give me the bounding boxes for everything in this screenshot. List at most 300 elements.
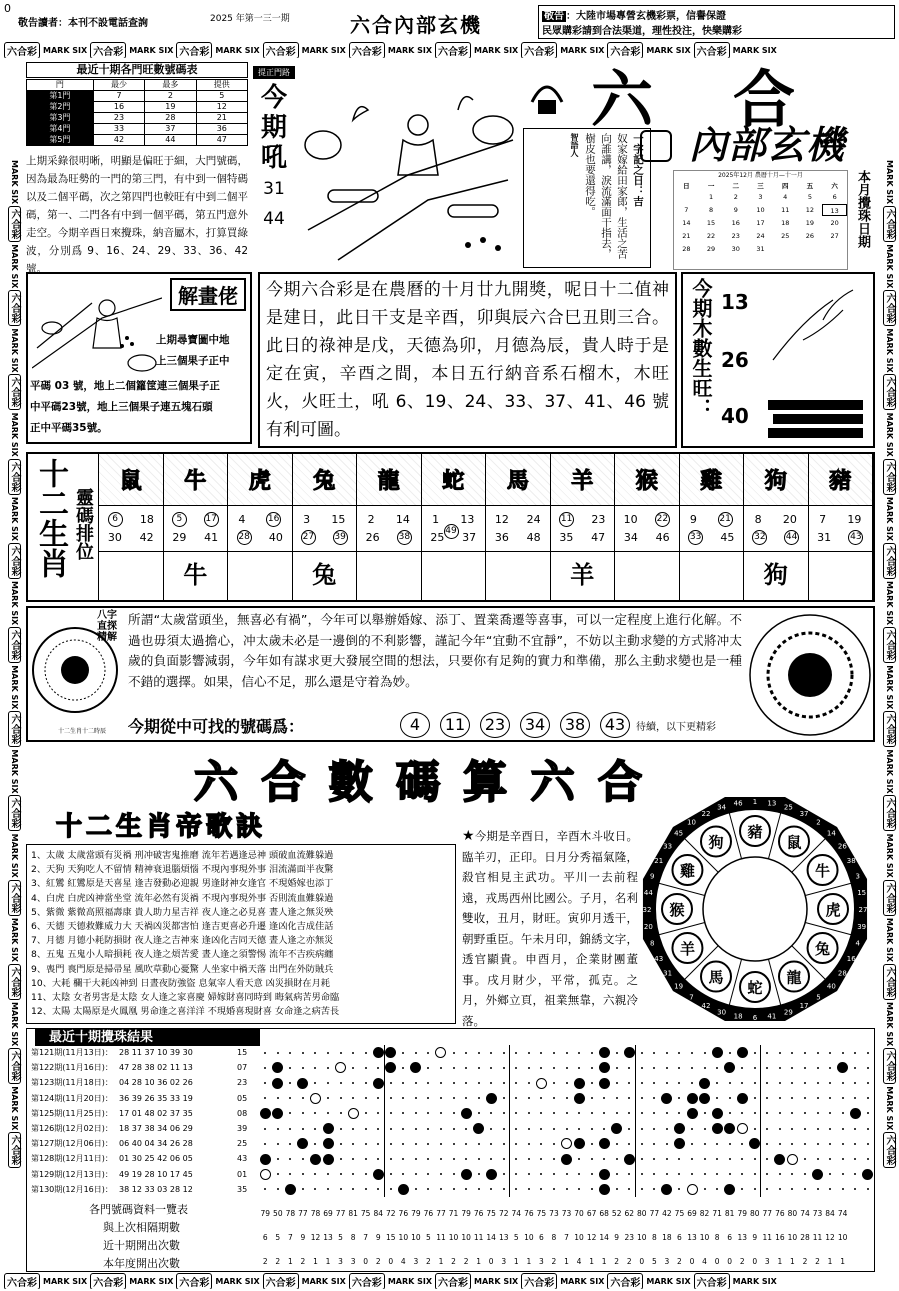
- history-dot: [791, 1143, 793, 1145]
- wheel-rim-number: 43: [654, 955, 664, 964]
- stat-value: 11: [436, 1233, 446, 1242]
- roar-title-1: 今: [260, 83, 287, 113]
- history-dot: [704, 1143, 706, 1145]
- wheel-rim-number: 22: [701, 809, 711, 818]
- calendar-weekday: 三: [757, 182, 764, 190]
- history-dot: [528, 1067, 530, 1069]
- zodiac-num-row: [99, 512, 163, 530]
- history-dot: [365, 1097, 367, 1099]
- history-dot: [352, 1052, 354, 1054]
- zodiac-pick: [228, 552, 292, 598]
- history-dot: [603, 1097, 605, 1099]
- wheel-animal: 兔: [815, 940, 831, 958]
- history-dot: [867, 1143, 869, 1145]
- calendar-day: 19: [805, 219, 815, 227]
- history-dot: [737, 1123, 748, 1134]
- history-dot: [837, 1062, 848, 1073]
- history-dot: [340, 1128, 342, 1130]
- history-dot: [327, 1097, 329, 1099]
- zodiac-number: 43: [848, 530, 863, 545]
- history-dot: [867, 1082, 869, 1084]
- history-dot: [561, 1138, 572, 1149]
- history-special: 23: [237, 1078, 248, 1088]
- zodiac-pick: 羊: [570, 561, 595, 589]
- zodiac-animal-5: 龍: [357, 454, 421, 506]
- zodiac-numbers: [164, 506, 228, 552]
- zodiac-cell: [615, 454, 680, 600]
- history-dot: [603, 1112, 605, 1114]
- history-dot: [603, 1158, 605, 1160]
- calendar-day: 6: [832, 193, 837, 201]
- history-dot: [264, 1128, 266, 1130]
- history-dot: [453, 1112, 455, 1114]
- fortune-body: 今期是辛酉日，辛酉木斗收日。臨羊刃，正印。日月分秀福氣隆，殺官相見主武功。平川一去前程遠，戎馬西州比國公。子月，名利雙收，丑月，財旺。寅卯月透干，朝野重臣。午未月印，錦綉文字，透官顯貴。申酉月，企業財團董事。戌月財少，平常，孤克。之月，外鄉立頁，祖業無靠，六親冷落。: [462, 829, 638, 1028]
- calendar-day: 12: [805, 206, 815, 214]
- history-dot: [817, 1188, 819, 1190]
- stat-value: 12: [586, 1233, 597, 1242]
- history-dot: [390, 1097, 392, 1099]
- history-dot: [741, 1067, 743, 1069]
- history-dot: [515, 1067, 517, 1069]
- zodiac-num-row: [615, 530, 679, 548]
- history-dot: [402, 1082, 404, 1084]
- history-title: 最近十期攪珠結果: [35, 1029, 260, 1046]
- history-dot: [566, 1097, 568, 1099]
- stat-value: 6: [677, 1233, 682, 1242]
- history-dot: [515, 1188, 517, 1190]
- calendar-day: 24: [756, 232, 765, 240]
- stat-value: 84: [373, 1209, 383, 1218]
- history-dot: [540, 1052, 542, 1054]
- stat-value: 1: [513, 1257, 519, 1266]
- history-dot: [503, 1067, 505, 1069]
- zodiac-pick: [809, 552, 873, 598]
- stat-value: 1: [564, 1257, 569, 1266]
- brand-en: MARK SIX: [43, 45, 88, 55]
- stat-value: 7: [363, 1233, 369, 1242]
- zodiac-number: 3: [303, 513, 311, 526]
- stat-value: 5: [426, 1233, 431, 1242]
- history-dot: [624, 1154, 635, 1165]
- history-dot: [260, 1169, 271, 1180]
- history-dot: [461, 1169, 472, 1180]
- brand-logo: 六合彩: [263, 1273, 299, 1289]
- history-dot: [578, 1158, 580, 1160]
- history-dot: [478, 1082, 480, 1084]
- calendar-day: 27: [830, 232, 839, 240]
- history-dot: [323, 1154, 334, 1165]
- bazi-numbers: [400, 712, 630, 738]
- history-dot: [678, 1082, 680, 1084]
- wheel-rim-number: 39: [857, 922, 867, 931]
- roar-num-1: 31: [263, 179, 285, 199]
- history-dot: [641, 1158, 643, 1160]
- zodiac-pick: [615, 552, 679, 598]
- history-dot: [829, 1128, 831, 1130]
- history-dot: [691, 1052, 693, 1054]
- stat-value: 5: [338, 1233, 343, 1242]
- history-dot: [704, 1188, 706, 1190]
- wheel-rim-number: 9: [650, 872, 655, 881]
- zodiac-number: 13: [460, 513, 475, 526]
- brand-logo: 六合彩: [349, 42, 385, 58]
- stat-value: 80: [749, 1209, 760, 1218]
- history-row: [31, 1121, 257, 1136]
- hot-numbers-panel: [26, 62, 248, 275]
- wood-title: 今期木數生旺：: [689, 278, 713, 418]
- wheel-rim-number: 33: [663, 842, 673, 851]
- wheel-animal: 馬: [708, 968, 724, 987]
- history-dot: [729, 1097, 731, 1099]
- stat-value: 2: [426, 1257, 431, 1266]
- history-nums: 38 12 33 03 28 12: [119, 1184, 193, 1194]
- picture-puzzle: [26, 272, 252, 444]
- history-dot: [285, 1184, 296, 1195]
- history-dot: [289, 1112, 291, 1114]
- zodiac-num-row: [293, 512, 357, 530]
- history-dot: [817, 1067, 819, 1069]
- history-dot: [440, 1067, 442, 1069]
- history-dot: [515, 1082, 517, 1084]
- history-dot: [641, 1188, 643, 1190]
- history-dot: [791, 1112, 793, 1114]
- ad-text-1: 大陸市場專營玄機彩票，信譽保證: [576, 11, 726, 22]
- history-dot: [616, 1097, 618, 1099]
- stat-value: 1: [313, 1257, 318, 1266]
- stat-value: 79: [461, 1209, 471, 1218]
- stat-value: 2: [300, 1257, 306, 1266]
- history-dot: [817, 1097, 819, 1099]
- bazi-chart: [30, 620, 120, 720]
- history-dot: [641, 1173, 643, 1175]
- stat-value: 78: [285, 1209, 296, 1218]
- history-dot: [850, 1108, 861, 1119]
- brand-en: MARK SIX: [646, 45, 691, 55]
- calendar-day: 5: [807, 193, 812, 201]
- history-dot: [653, 1067, 655, 1069]
- stat-value: 2: [626, 1257, 632, 1266]
- history-dot: [641, 1082, 643, 1084]
- history-dot: [553, 1052, 555, 1054]
- stat-value: 1: [827, 1257, 833, 1266]
- history-dot: [373, 1078, 384, 1089]
- verse-line: 1、太歲 太歲當頭有災禍 刑冲破害鬼推磨 流年若遇逢忌神 頭破血流難躲過: [31, 850, 334, 861]
- stat-value: 11: [812, 1233, 823, 1242]
- banner-title: 六 合 數 碼 算 六 合: [194, 757, 646, 808]
- history-dot: [616, 1188, 618, 1190]
- bottom-brand-strip: [4, 1273, 895, 1289]
- zodiac-number: 10: [623, 513, 638, 526]
- calendar-day: 3: [758, 193, 763, 201]
- history-dot: [415, 1158, 417, 1160]
- history-dot: [540, 1173, 542, 1175]
- history-dot: [465, 1188, 467, 1190]
- stat-value: 70: [574, 1209, 584, 1218]
- brand-logo: 六合彩: [435, 1273, 471, 1289]
- stat-value: 4: [702, 1257, 707, 1266]
- wheel-rim-number: 19: [674, 982, 684, 991]
- brand-logo: 六合彩: [607, 42, 643, 58]
- puzzle-line-3: 平碼 03 號，地上二個籮筐連三個果子正: [30, 380, 220, 392]
- zodiac-number: 19: [847, 513, 862, 526]
- history-dot: [453, 1158, 455, 1160]
- brand-logo: 六合彩: [8, 964, 21, 1000]
- history-dot: [817, 1158, 819, 1160]
- zodiac-num-row: [293, 530, 357, 548]
- wheel-animal: 鼠: [786, 833, 802, 852]
- history-special: 35: [237, 1184, 248, 1194]
- hot-numbers-table: [26, 79, 248, 146]
- history-dot: [402, 1128, 404, 1130]
- history-dot: [829, 1158, 831, 1160]
- history-dot: [716, 1067, 718, 1069]
- history-dot: [641, 1112, 643, 1114]
- history-dot: [553, 1143, 555, 1145]
- history-dot: [829, 1052, 831, 1054]
- history-dot: [666, 1082, 668, 1084]
- history-dot: [578, 1112, 580, 1114]
- history-dot: [528, 1158, 530, 1160]
- brand-logo: 六合彩: [883, 964, 896, 1000]
- zodiac-number: 8: [754, 513, 762, 526]
- stat-value: 77: [335, 1209, 346, 1218]
- brand-logo: 六合彩: [883, 374, 896, 410]
- history-dot: [335, 1062, 346, 1073]
- stat-value: 69: [323, 1209, 333, 1218]
- history-dot: [453, 1143, 455, 1145]
- brand-logo: 六合彩: [8, 1132, 21, 1168]
- wheel-rim-number: 14: [826, 829, 836, 838]
- history-dot: [289, 1128, 291, 1130]
- history-dot: [440, 1143, 442, 1145]
- stat-value: 13: [737, 1233, 747, 1242]
- history-dot: [385, 1062, 396, 1073]
- history-dot: [754, 1128, 756, 1130]
- stat-value: 8: [651, 1233, 657, 1242]
- stat-value: 2: [677, 1257, 682, 1266]
- stat-value: 74: [511, 1209, 522, 1218]
- zodiac-number: 12: [494, 513, 509, 526]
- history-dot: [515, 1112, 517, 1114]
- stat-value: 1: [287, 1257, 293, 1266]
- one-word-signature: 智語人: [570, 133, 579, 157]
- history-nums: 17 01 48 02 37 35: [119, 1108, 193, 1118]
- calendar-day: 10: [756, 206, 765, 214]
- history-dot: [616, 1082, 618, 1084]
- brand-en: MARK SIX: [10, 580, 19, 625]
- history-dot: [327, 1082, 329, 1084]
- wheel-rim-number: 38: [846, 856, 856, 865]
- history-dot: [754, 1112, 756, 1114]
- zodiac-numbers: [228, 506, 292, 552]
- stat-value: 74: [837, 1209, 848, 1218]
- seal-icon: [640, 130, 672, 162]
- history-dots: [259, 1045, 874, 1197]
- history-dot: [310, 1154, 321, 1165]
- puzzle-line-4: 中平碼23號，地上三個果子連五塊石頭: [30, 401, 213, 413]
- history-dot: [574, 1078, 585, 1089]
- stat-value: 8: [551, 1233, 557, 1242]
- history-dot: [687, 1108, 698, 1119]
- history-dot: [804, 1188, 806, 1190]
- zodiac-animal-6: 蛇: [422, 454, 486, 506]
- zodiac-side-title: 十二生肖: [33, 458, 68, 578]
- history-dot: [791, 1173, 793, 1175]
- stat-value: 73: [549, 1209, 559, 1218]
- brand-en: MARK SIX: [129, 45, 174, 55]
- stat-value: 10: [448, 1233, 459, 1242]
- history-dot: [712, 1047, 723, 1058]
- history-dot: [553, 1082, 555, 1084]
- brand-en: MARK SIX: [885, 243, 894, 289]
- history-label: 第122期(11月16日)：: [31, 1063, 113, 1073]
- history-dot: [653, 1097, 655, 1099]
- history-dot: [352, 1128, 354, 1130]
- stat-value: 1: [589, 1257, 594, 1266]
- stat-value: 1: [438, 1257, 444, 1266]
- brand-en: MARK SIX: [10, 749, 19, 794]
- history-dot: [402, 1112, 404, 1114]
- brand-logo: 六合彩: [8, 627, 21, 663]
- zodiac-number: 28: [237, 530, 252, 545]
- wheel-rim-number: 8: [650, 939, 655, 948]
- brand-logo: 六合彩: [694, 42, 730, 58]
- calendar-day: [798, 243, 823, 255]
- history-dot: [528, 1082, 530, 1084]
- zodiac-num-row: [357, 512, 421, 530]
- brand-logo: 六合彩: [349, 1273, 385, 1289]
- history-group-divider: [760, 1045, 761, 1197]
- history-dot: [415, 1143, 417, 1145]
- history-dot: [427, 1173, 429, 1175]
- history-dot: [804, 1067, 806, 1069]
- zodiac-cell: [293, 454, 358, 600]
- history-dot: [440, 1097, 442, 1099]
- zodiac-number: 25: [430, 531, 445, 544]
- zodiac-num-row: [486, 512, 550, 530]
- zodiac-num-row: [680, 512, 744, 530]
- stat-value: 3: [538, 1257, 544, 1266]
- history-dot: [729, 1143, 731, 1145]
- history-dot: [641, 1052, 643, 1054]
- history-dot: [766, 1188, 768, 1190]
- puzzle-title: 解畫佬: [170, 278, 246, 311]
- zodiac-num-row: [357, 530, 421, 548]
- calendar-day: [773, 243, 798, 255]
- issue: 2025 年第一三一期: [210, 14, 290, 24]
- wheel-rim-number: 42: [701, 1002, 711, 1011]
- history-dot: [272, 1062, 283, 1073]
- stat-value: 2: [551, 1257, 557, 1266]
- history-dot: [490, 1128, 492, 1130]
- history-dot: [628, 1173, 630, 1175]
- history-dot: [691, 1173, 693, 1175]
- zodiac-animal-2: 牛: [164, 454, 228, 506]
- brand-en: MARK SIX: [215, 1276, 260, 1286]
- history-dot: [490, 1143, 492, 1145]
- zodiac-numbers: [809, 506, 873, 552]
- history-dot: [616, 1158, 618, 1160]
- zodiac-number: 7: [819, 513, 827, 526]
- history-dot: [540, 1188, 542, 1190]
- brand-en: MARK SIX: [387, 1276, 433, 1286]
- zodiac-num-row: [486, 530, 550, 548]
- bazi-numbers-label: 今期從中可找的號碼爲：: [128, 717, 305, 736]
- history-label: 第128期(12月11日)：: [31, 1154, 113, 1164]
- history-dot: [766, 1173, 768, 1175]
- brand-logo: 六合彩: [435, 42, 471, 58]
- history-dot: [804, 1143, 806, 1145]
- history-dot: [540, 1143, 542, 1145]
- zodiac-number: 20: [782, 513, 797, 526]
- verse-line: 2、天狗 天狗吃人不留情 精神衰退腦煩惱 不現內事現外事 泪流滿面半夜驚: [31, 864, 334, 876]
- col-max: 最多: [145, 80, 196, 91]
- history-dot: [486, 1093, 497, 1104]
- history-dot: [503, 1158, 505, 1160]
- history-dot: [327, 1052, 329, 1054]
- calendar-day: 20: [830, 219, 839, 227]
- zodiac-number: 44: [784, 530, 799, 545]
- history-dot: [277, 1158, 279, 1160]
- page-marker: 0: [4, 2, 11, 15]
- history-dot: [348, 1108, 359, 1119]
- stat-value: 2: [275, 1257, 281, 1266]
- history-dot: [264, 1188, 266, 1190]
- stat-value: 72: [498, 1209, 509, 1218]
- wheel-rim-number: 26: [837, 842, 847, 851]
- ad-tag: 敬告: [544, 11, 564, 22]
- history-dot: [691, 1143, 693, 1145]
- history-dot: [616, 1173, 618, 1175]
- bazi-footer: 十二生肖十二時辰: [58, 728, 107, 735]
- stat-value: 10: [699, 1233, 710, 1242]
- stat-value: 13: [687, 1233, 697, 1242]
- stat-value: 3: [413, 1257, 419, 1266]
- history-dot: [272, 1078, 283, 1089]
- history-dot: [867, 1188, 869, 1190]
- history-dot: [528, 1097, 530, 1099]
- history-nums: 01 30 25 42 06 05: [119, 1154, 193, 1164]
- history-dot: [440, 1173, 442, 1175]
- history-dot: [754, 1067, 756, 1069]
- calendar-day: 17: [756, 219, 765, 227]
- history-dot: [377, 1067, 379, 1069]
- history-dot: [340, 1188, 342, 1190]
- history-dot: [817, 1052, 819, 1054]
- history-dot: [427, 1143, 429, 1145]
- history-dot: [641, 1143, 643, 1145]
- history-dot: [628, 1188, 630, 1190]
- masthead-sub: 內部玄機: [689, 123, 846, 167]
- stat-value: 82: [699, 1209, 710, 1218]
- history-dot: [390, 1188, 392, 1190]
- history-dot: [591, 1097, 593, 1099]
- history-dot: [641, 1128, 643, 1130]
- history-dot: [503, 1143, 505, 1145]
- history-dot: [829, 1188, 831, 1190]
- stat-value: 10: [574, 1233, 584, 1242]
- history-dot: [553, 1173, 555, 1175]
- history-dot: [566, 1173, 568, 1175]
- brand-en: MARK SIX: [10, 1001, 19, 1047]
- history-dot: [787, 1154, 798, 1165]
- history-dot: [365, 1082, 367, 1084]
- history-dot: [741, 1143, 743, 1145]
- zodiac-number: 45: [720, 531, 735, 544]
- brand-en: MARK SIX: [885, 159, 894, 204]
- history-dot: [829, 1067, 831, 1069]
- history-dot: [277, 1128, 279, 1130]
